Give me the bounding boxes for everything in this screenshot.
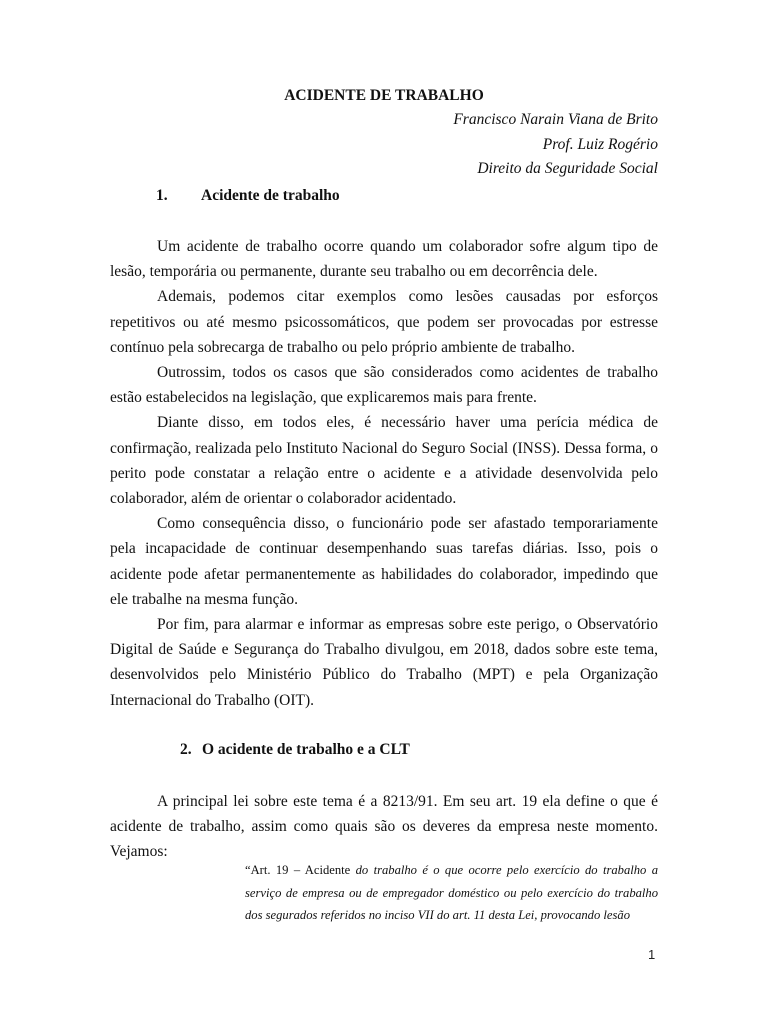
paragraph: Como consequência disso, o funcionário pode ser afastado temporariamente pela incapacidade de continuar desempenhando suas tarefas diárias. Isso, pois o acidente pode afetar permanentemente as habilidades do colaborador, impedindo que ele trabalhe na mesma função. xyxy=(110,515,658,608)
paragraph: Ademais, podemos citar exemplos como lesões causadas por esforços repetitivos ou até mesmo psicossomáticos, que podem ser provocadas por estresse contínuo pela sobrecarga de trabalho ou pelo próprio ambiente de trabalho. xyxy=(110,288,658,356)
section-1-title: Acidente de trabalho xyxy=(201,187,340,204)
course-name: Direito da Seguridade Social xyxy=(477,160,658,177)
section-2-heading xyxy=(180,738,410,762)
section-2-body xyxy=(110,789,658,865)
paragraph: Diante disso, em todos eles, é necessário haver uma perícia médica de confirmação, realizada pelo Instituto Nacional do Seguro Social (INSS). Dessa forma, o perito pode constatar a relação entre o acidente e a atividade desenvolvida pelo colaborador, além de orientar o colaborador acidentado. xyxy=(110,414,658,508)
paragraph: Um acidente de trabalho ocorre quando um colaborador sofre algum tipo de lesão, temporária ou permanente, durante seu trabalho ou em decorrência dele. xyxy=(110,238,658,281)
author-block xyxy=(453,108,658,182)
law-quote xyxy=(245,859,658,927)
document-title: ACIDENTE DE TRABALHO xyxy=(284,87,484,104)
section-1-number: 1. xyxy=(156,187,168,204)
section-2-title: O acidente de trabalho e a CLT xyxy=(202,741,410,758)
paragraph: Por fim, para alarmar e informar as empresas sobre este perigo, o Observatório Digital de Saúde e Segurança do Trabalho divulgou, em 2018, dados sobre este tema, desenvolvidos pelo Ministério Público do Trabalho (MPT) e pela Organização Internacional do Trabalho (OIT). xyxy=(110,616,658,709)
paragraph: A principal lei sobre este tema é a 8213/91. Em seu art. 19 ela define o que é acidente de trabalho, assim como quais são os deveres da empresa neste momento. Vejamos: xyxy=(110,793,658,861)
professor-name: Prof. Luiz Rogério xyxy=(542,135,658,153)
quote-body: do trabalho é o que ocorre pelo exercício do trabalho a serviço de empresa ou de empregador doméstico ou pelo exercício do trabalho dos segurados referidos no inciso VII do art. 11 desta Lei, provocando lesão xyxy=(245,863,659,922)
section-2-number: 2. xyxy=(180,741,192,758)
author-name: Francisco Narain Viana de Brito xyxy=(453,111,658,128)
section-1-heading xyxy=(156,184,340,208)
quote-lead: “Art. 19 – Acidente xyxy=(245,863,351,877)
paragraph: Outrossim, todos os casos que são considerados como acidentes de trabalho estão estabelecidos na legislação, que explicaremos mais para frente. xyxy=(110,364,658,407)
section-1-body xyxy=(110,234,658,713)
page-number: 1 xyxy=(648,947,656,962)
